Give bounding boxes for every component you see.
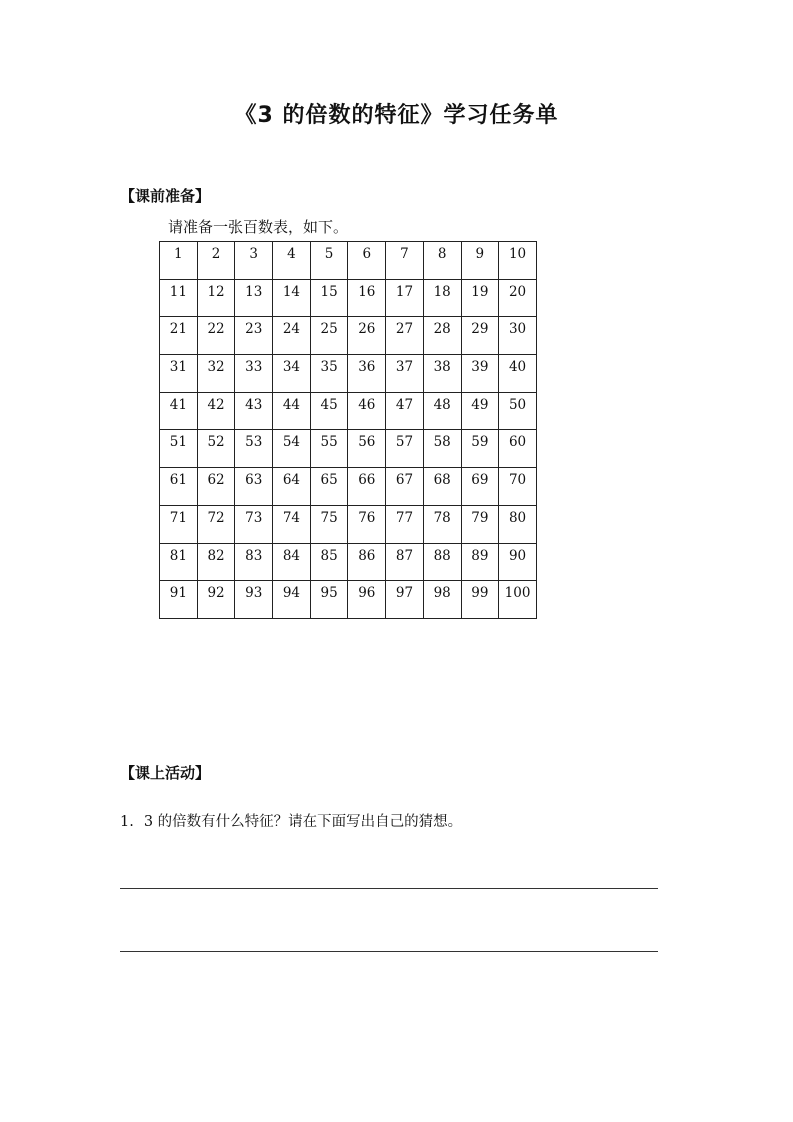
table-cell: 91 [160,581,198,619]
table-cell: 11 [160,279,198,317]
table-cell: 76 [348,505,386,543]
table-cell: 92 [197,581,235,619]
table-cell: 42 [197,392,235,430]
table-cell: 39 [461,355,499,393]
table-cell: 82 [197,543,235,581]
table-cell: 97 [386,581,424,619]
table-cell: 30 [499,317,537,355]
table-cell: 79 [461,505,499,543]
table-cell: 25 [310,317,348,355]
table-cell: 95 [310,581,348,619]
table-cell: 88 [423,543,461,581]
hundred-chart-body [160,242,537,619]
table-cell: 69 [461,468,499,506]
table-cell: 75 [310,505,348,543]
table-cell: 15 [310,279,348,317]
table-cell: 29 [461,317,499,355]
answer-line[interactable] [120,888,658,889]
table-cell: 78 [423,505,461,543]
table-cell: 81 [160,543,198,581]
table-row [160,242,537,280]
table-cell: 53 [235,430,273,468]
table-cell: 10 [499,242,537,280]
table-cell: 86 [348,543,386,581]
table-cell: 49 [461,392,499,430]
table-cell: 33 [235,355,273,393]
question-text: 3 的倍数有什么特征？请在下面写出自己的猜想。 [143,814,463,830]
table-cell: 64 [273,468,311,506]
question-number: 1. [120,814,134,830]
table-cell: 43 [235,392,273,430]
table-cell: 77 [386,505,424,543]
table-row [160,355,537,393]
section-heading-prep: 【课前准备】 [120,187,211,205]
table-row [160,581,537,619]
table-cell: 98 [423,581,461,619]
table-cell: 38 [423,355,461,393]
table-cell: 60 [499,430,537,468]
table-row [160,468,537,506]
table-cell: 20 [499,279,537,317]
table-cell: 36 [348,355,386,393]
table-cell: 24 [273,317,311,355]
table-cell: 70 [499,468,537,506]
table-cell: 72 [197,505,235,543]
table-cell: 85 [310,543,348,581]
table-cell: 61 [160,468,198,506]
table-cell: 68 [423,468,461,506]
table-cell: 2 [197,242,235,280]
question-1 [120,810,462,831]
table-cell: 7 [386,242,424,280]
table-cell: 57 [386,430,424,468]
table-cell: 74 [273,505,311,543]
table-row [160,317,537,355]
table-cell: 90 [499,543,537,581]
table-cell: 87 [386,543,424,581]
table-cell: 18 [423,279,461,317]
table-cell: 26 [348,317,386,355]
table-cell: 35 [310,355,348,393]
table-cell: 93 [235,581,273,619]
table-cell: 84 [273,543,311,581]
table-cell: 63 [235,468,273,506]
table-cell: 71 [160,505,198,543]
table-cell: 8 [423,242,461,280]
table-cell: 83 [235,543,273,581]
answer-line[interactable] [120,951,658,952]
table-cell: 50 [499,392,537,430]
table-cell: 54 [273,430,311,468]
table-cell: 19 [461,279,499,317]
table-row [160,505,537,543]
table-cell: 28 [423,317,461,355]
prep-instruction: 请准备一张百数表，如下。 [168,218,349,236]
table-cell: 65 [310,468,348,506]
table-cell: 100 [499,581,537,619]
table-cell: 4 [273,242,311,280]
section-heading-activity: 【课上活动】 [120,764,211,782]
table-row [160,392,537,430]
hundred-chart-table [159,241,537,619]
table-cell: 40 [499,355,537,393]
table-cell: 46 [348,392,386,430]
table-cell: 99 [461,581,499,619]
table-row [160,430,537,468]
table-cell: 56 [348,430,386,468]
table-cell: 55 [310,430,348,468]
table-cell: 51 [160,430,198,468]
table-cell: 13 [235,279,273,317]
table-cell: 58 [423,430,461,468]
table-cell: 27 [386,317,424,355]
table-cell: 96 [348,581,386,619]
table-row [160,543,537,581]
table-cell: 80 [499,505,537,543]
table-cell: 3 [235,242,273,280]
table-cell: 31 [160,355,198,393]
table-cell: 12 [197,279,235,317]
table-cell: 94 [273,581,311,619]
table-cell: 17 [386,279,424,317]
table-cell: 14 [273,279,311,317]
table-cell: 45 [310,392,348,430]
table-cell: 73 [235,505,273,543]
table-cell: 21 [160,317,198,355]
table-cell: 37 [386,355,424,393]
table-cell: 22 [197,317,235,355]
table-cell: 59 [461,430,499,468]
table-cell: 66 [348,468,386,506]
table-cell: 89 [461,543,499,581]
table-cell: 32 [197,355,235,393]
table-cell: 44 [273,392,311,430]
table-cell: 41 [160,392,198,430]
table-cell: 62 [197,468,235,506]
table-cell: 5 [310,242,348,280]
table-cell: 9 [461,242,499,280]
table-row [160,279,537,317]
page-title: 《3 的倍数的特征》学习任务单 [234,103,559,128]
table-cell: 34 [273,355,311,393]
table-cell: 16 [348,279,386,317]
table-cell: 67 [386,468,424,506]
table-cell: 23 [235,317,273,355]
table-cell: 1 [160,242,198,280]
table-cell: 48 [423,392,461,430]
table-cell: 47 [386,392,424,430]
table-cell: 6 [348,242,386,280]
table-cell: 52 [197,430,235,468]
